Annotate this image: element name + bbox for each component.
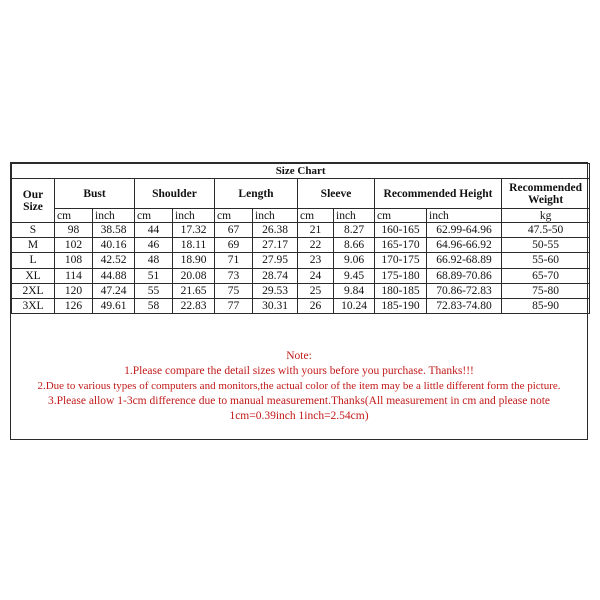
unit-cm: cm <box>375 209 427 223</box>
size-value-cell: 22.83 <box>173 298 215 313</box>
size-value-cell: 69 <box>215 238 253 253</box>
table-row <box>12 283 590 298</box>
size-value-cell: 28.74 <box>253 268 298 283</box>
size-value-cell: 17.32 <box>173 223 215 238</box>
unit-cm: cm <box>55 209 93 223</box>
size-value-cell: 185-190 <box>375 298 427 313</box>
note-line-4: 1cm=0.39inch 1inch=2.54cm) <box>229 410 369 422</box>
size-label-cell: L <box>12 253 55 268</box>
size-value-cell: 48 <box>135 253 173 268</box>
size-value-cell: 9.06 <box>334 253 375 268</box>
size-value-cell: 67 <box>215 223 253 238</box>
table-row <box>12 298 590 313</box>
unit-inch: inch <box>334 209 375 223</box>
header-bust: Bust <box>55 179 135 209</box>
table-title: Size Chart <box>12 164 590 179</box>
size-value-cell: 68.89-70.86 <box>427 268 502 283</box>
size-value-cell: 25 <box>298 283 334 298</box>
size-value-cell: 55-60 <box>502 253 590 268</box>
size-value-cell: 65-70 <box>502 268 590 283</box>
size-value-cell: 71 <box>215 253 253 268</box>
unit-kg: kg <box>502 209 590 223</box>
size-value-cell: 55 <box>135 283 173 298</box>
size-chart-table <box>11 163 590 314</box>
size-label-cell: 2XL <box>12 283 55 298</box>
size-chart-frame <box>10 162 588 440</box>
size-value-cell: 98 <box>55 223 93 238</box>
size-value-cell: 46 <box>135 238 173 253</box>
size-value-cell: 8.66 <box>334 238 375 253</box>
header-length: Length <box>215 179 298 209</box>
size-label-cell: 3XL <box>12 298 55 313</box>
header-shoulder: Shoulder <box>135 179 215 209</box>
size-value-cell: 21.65 <box>173 283 215 298</box>
size-rows <box>12 223 590 314</box>
size-value-cell: 44.88 <box>93 268 135 283</box>
unit-cm: cm <box>298 209 334 223</box>
size-value-cell: 114 <box>55 268 93 283</box>
header-our-size-line2: Size <box>23 200 43 213</box>
size-value-cell: 22 <box>298 238 334 253</box>
size-value-cell: 26.38 <box>253 223 298 238</box>
size-value-cell: 29.53 <box>253 283 298 298</box>
size-value-cell: 27.17 <box>253 238 298 253</box>
size-value-cell: 20.08 <box>173 268 215 283</box>
size-value-cell: 120 <box>55 283 93 298</box>
size-value-cell: 160-165 <box>375 223 427 238</box>
size-value-cell: 27.95 <box>253 253 298 268</box>
size-label-cell: M <box>12 238 55 253</box>
header-sleeve: Sleeve <box>298 179 375 209</box>
unit-cm: cm <box>215 209 253 223</box>
size-value-cell: 165-170 <box>375 238 427 253</box>
size-value-cell: 51 <box>135 268 173 283</box>
header-weight-line2: Weight <box>528 193 564 206</box>
size-value-cell: 21 <box>298 223 334 238</box>
size-value-cell: 30.31 <box>253 298 298 313</box>
table-row <box>12 253 590 268</box>
size-value-cell: 8.27 <box>334 223 375 238</box>
unit-inch: inch <box>253 209 298 223</box>
size-value-cell: 18.90 <box>173 253 215 268</box>
table-row <box>12 223 590 238</box>
size-value-cell: 18.11 <box>173 238 215 253</box>
size-value-cell: 70.86-72.83 <box>427 283 502 298</box>
size-value-cell: 23 <box>298 253 334 268</box>
size-value-cell: 72.83-74.80 <box>427 298 502 313</box>
size-value-cell: 85-90 <box>502 298 590 313</box>
table-row <box>12 238 590 253</box>
note-block <box>11 349 587 424</box>
size-value-cell: 75-80 <box>502 283 590 298</box>
size-value-cell: 47.24 <box>93 283 135 298</box>
size-value-cell: 49.61 <box>93 298 135 313</box>
header-recommended-weight <box>502 179 590 209</box>
table-row <box>12 268 590 283</box>
size-value-cell: 126 <box>55 298 93 313</box>
header-weight-line1: Recommended <box>509 181 582 194</box>
size-value-cell: 62.99-64.96 <box>427 223 502 238</box>
size-value-cell: 73 <box>215 268 253 283</box>
size-value-cell: 170-175 <box>375 253 427 268</box>
size-value-cell: 9.45 <box>334 268 375 283</box>
size-value-cell: 44 <box>135 223 173 238</box>
size-value-cell: 50-55 <box>502 238 590 253</box>
size-value-cell: 64.96-66.92 <box>427 238 502 253</box>
note-heading: Note: <box>286 350 312 362</box>
size-value-cell: 108 <box>55 253 93 268</box>
unit-cm: cm <box>135 209 173 223</box>
size-value-cell: 10.24 <box>334 298 375 313</box>
size-value-cell: 40.16 <box>93 238 135 253</box>
size-value-cell: 175-180 <box>375 268 427 283</box>
size-value-cell: 102 <box>55 238 93 253</box>
size-value-cell: 26 <box>298 298 334 313</box>
size-value-cell: 77 <box>215 298 253 313</box>
unit-inch: inch <box>173 209 215 223</box>
header-row <box>12 179 590 209</box>
unit-inch: inch <box>93 209 135 223</box>
size-value-cell: 180-185 <box>375 283 427 298</box>
header-our-size <box>12 179 55 223</box>
header-our-size-line1: Our <box>22 188 44 201</box>
note-line-1: 1.Please compare the detail sizes with yours before you purchase. Thanks!!! <box>124 365 474 377</box>
size-value-cell: 9.84 <box>334 283 375 298</box>
header-recommended-height: Recommended Height <box>375 179 502 209</box>
size-value-cell: 38.58 <box>93 223 135 238</box>
size-label-cell: XL <box>12 268 55 283</box>
size-value-cell: 58 <box>135 298 173 313</box>
size-value-cell: 66.92-68.89 <box>427 253 502 268</box>
size-label-cell: S <box>12 223 55 238</box>
size-value-cell: 47.5-50 <box>502 223 590 238</box>
note-line-2: 2.Due to various types of computers and monitors,the actual color of the item may be a little different form the picture. <box>37 380 561 392</box>
unit-inch: inch <box>427 209 502 223</box>
unit-row <box>12 209 590 223</box>
size-value-cell: 75 <box>215 283 253 298</box>
size-value-cell: 42.52 <box>93 253 135 268</box>
note-line-3: 3.Please allow 1-3cm difference due to manual measurement.Thanks(All measurement in cm and please note <box>47 395 551 407</box>
size-value-cell: 24 <box>298 268 334 283</box>
